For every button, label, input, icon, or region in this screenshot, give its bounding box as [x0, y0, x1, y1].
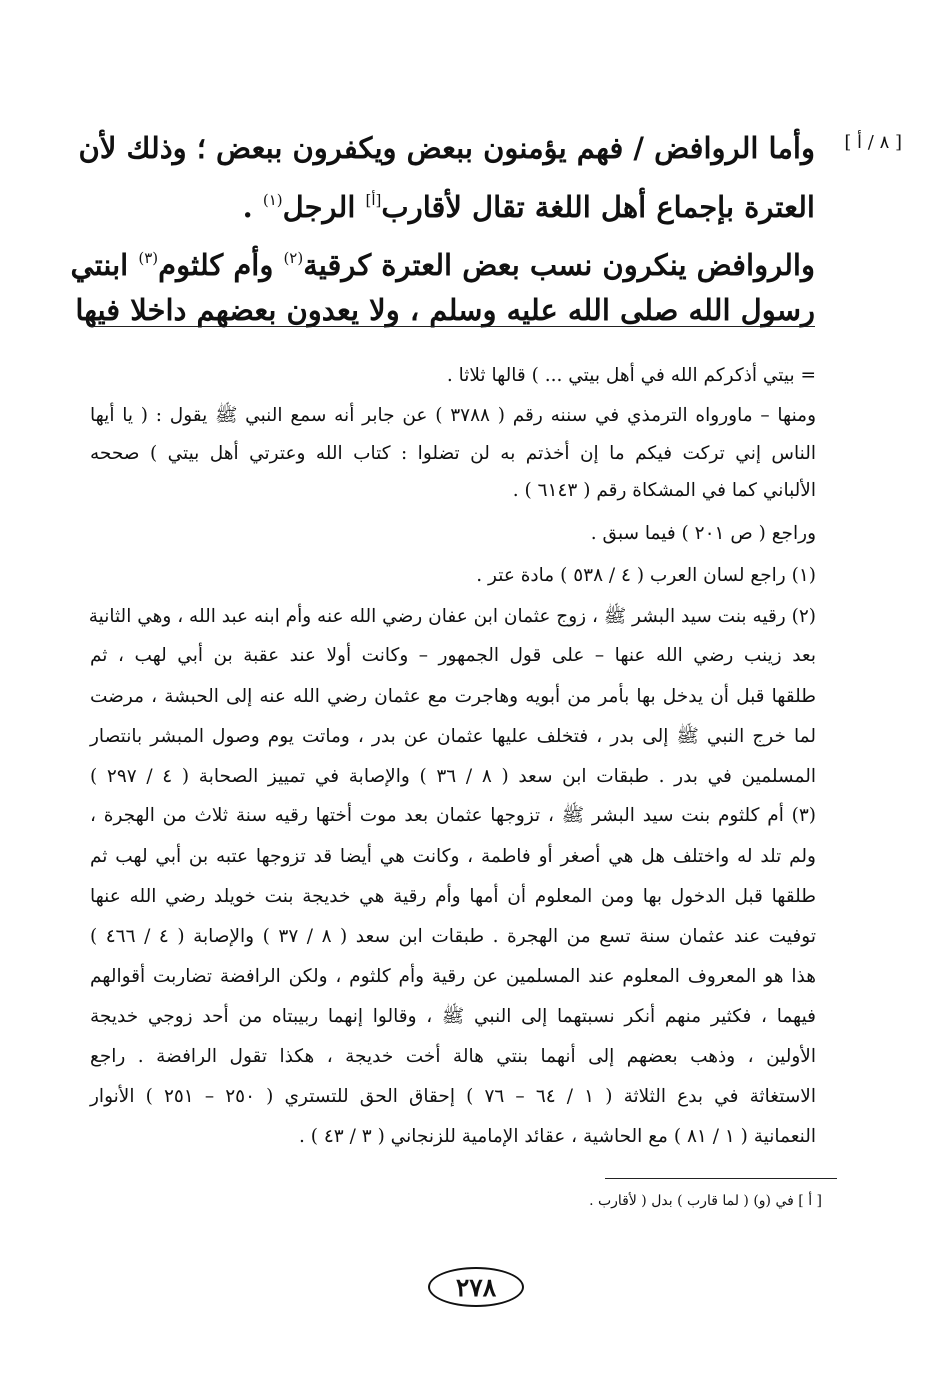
footnote-line: (٣) أم كلثوم بنت سيد البشر ﷺ ، تزوجها عثمان بعد موت أختها رقيه سنة ثلاث من الهجرة ، — [90, 805, 816, 826]
manuscript-folio-reference: [ ٨ / أ ] — [844, 132, 902, 153]
main-text-line: وأما الروافض / فهم يؤمنون ببعض ويكفرون ببعض ؛ وذلك لأن — [78, 131, 815, 165]
footnote-line: الأولين ، وذهب بعضهم إلى أنهما بنتي هالة أخت خديجة ، هكذا تقول الرافضة . راجع — [90, 1046, 816, 1067]
main-text-line: رسول الله صلى الله عليه وسلم ، ولا يعدون بعضهم داخلا فيها — [75, 293, 815, 327]
page-number: ٢٧٨ — [428, 1267, 524, 1307]
editor-note-separator — [605, 1178, 837, 1179]
footnote-line: وراجع ( ص ٢٠١ ) فيما سبق . — [590, 523, 816, 544]
footnote-line: فيهما ، فكثير منهم أنكر نسبتهما إلى النبي ﷺ ، وقالوا إنهما ربيبتاه من أحد زوجي خديجة — [90, 1006, 816, 1027]
footnote-line: لما خرج النبي ﷺ إلى بدر ، فتخلف عليها عثمان عن بدر ، وماتت يوم وصول المبشر بانتصار — [90, 726, 816, 747]
main-text-underline — [90, 326, 815, 327]
footnote-line: المسلمين في بدر . طبقات ابن سعد ( ٨ / ٣٦ ) والإصابة في تمييز الصحابة ( ٤ / ٢٩٧ ) — [90, 766, 817, 787]
footnote-line: ولم تلد له واختلف هل هي أصغر أو فاطمة ، وكانت هي أيضا قد تزوجها عتبه بن أبي لهب ثم — [90, 846, 816, 867]
footnote-line: = بيتي أذكركم الله في أهل بيتي ... ) قالها ثلاثا . — [446, 365, 816, 386]
footnote-line: الألباني كما في المشكاة رقم ( ٦١٤٣ ) . — [512, 480, 816, 501]
footnote-line: توفيت عند عثمان سنة تسع من الهجرة . طبقات ابن سعد ( ٨ / ٣٧ ) والإصابة ( ٤ / ٤٦٦ ) — [90, 926, 816, 947]
footnote-line: الاستغاثة في بدع الثلاثة ( ١ / ٦٤ – ٧٦ ) إحقاق الحق للتستري ( ٢٥٠ – ٢٥١ ) الأنوار — [90, 1086, 816, 1107]
footnote-line: (١) راجع لسان العرب ( ٤ / ٥٣٨ ) مادة عتر . — [476, 565, 816, 586]
main-text-line: العترة بإجماع أهل اللغة تقال لأقارب[أ] الرجل$^{(١)}$ . — [242, 190, 815, 224]
editor-note: [ أ ] في (و) ( لما قارب ) بدل ( لأقارب . — [589, 1193, 822, 1209]
footnote-line: طلقها قبل أن يدخل بها بأمر من أبويه وهاجرت مع عثمان رضي الله عنه إلى الحبشة ، مرضت — [90, 686, 816, 707]
footnote-line: ومنها – ماورواه الترمذي في سننه رقم ( ٣٧٨٨ ) عن جابر أنه سمع النبي ﷺ يقول : ( يا أيها — [90, 405, 816, 426]
main-text-line: والروافض ينكرون نسب بعض العترة كرقية$^{(٢)}$ وأم كلثوم$^{(٣)}$ ابنتي — [70, 248, 815, 282]
footnote-line: بعد زينب رضي الله عنها – على قول الجمهور – وكانت أولا عند عقبة بن أبي لهب ، ثم — [90, 645, 816, 666]
footnote-line: هذا هو المعروف المعلوم عند المسلمين عن رقية وأم كلثوم ، ولكن الرافضة تضاربت أقوالهم — [90, 966, 816, 987]
footnote-line: الناس إني تركت فيكم ما إن أخذتم به لن تضلوا : كتاب الله وعترتي أهل بيتي ) صححه — [90, 443, 816, 464]
footnote-line: طلقها قبل الدخول بها ومن المعلوم أن أمها وأم رقية هي خديجة بنت خويلد رضي الله عنها — [90, 886, 816, 907]
footnote-line: النعمانية ( ١ / ٨١ ) مع الحاشية ، عقائد الإمامية للزنجاني ( ٣ / ٤٣ ) . — [299, 1126, 816, 1147]
footnote-line: (٢) رقيه بنت سيد البشر ﷺ ، زوج عثمان ابن عفان رضي الله عنه وأم ابنه عبد الله ، وهي الثانية — [88, 606, 816, 627]
